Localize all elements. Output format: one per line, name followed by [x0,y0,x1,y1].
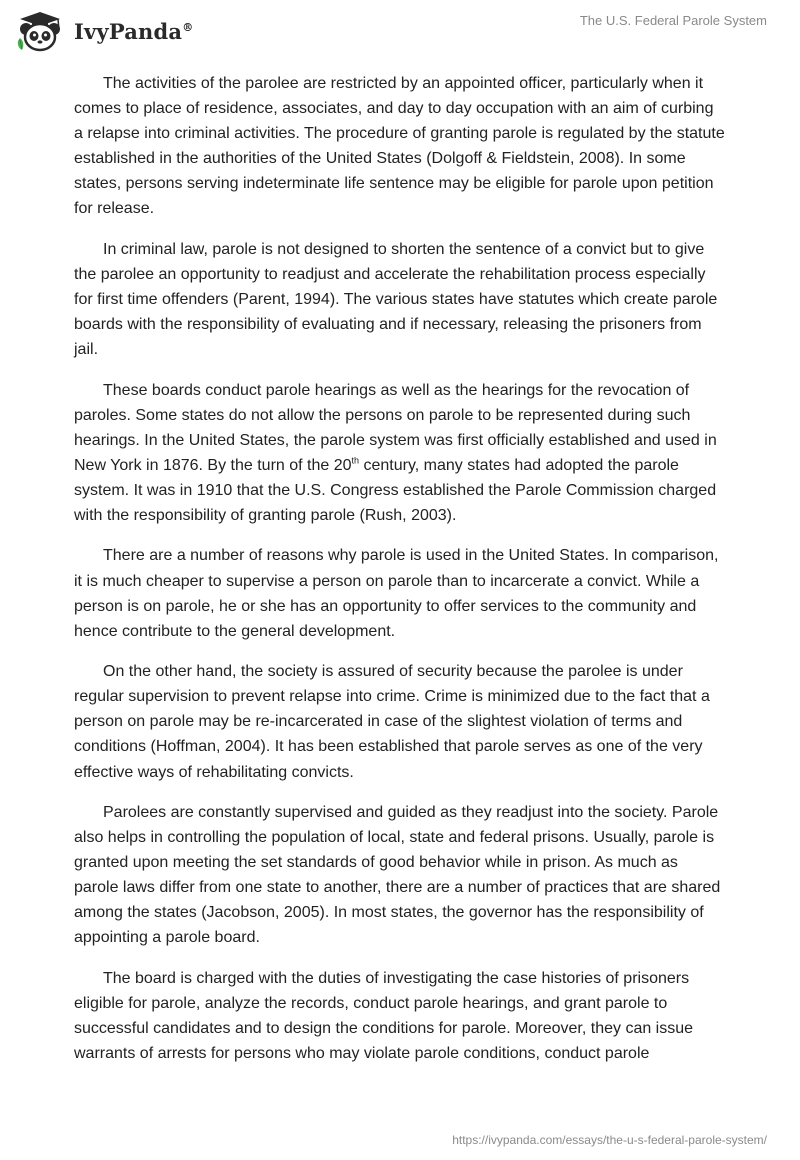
paragraph-3 [74,378,726,529]
page-header [0,0,800,70]
ivypanda-logo[interactable] [14,10,193,52]
paragraph-6: Parolees are constantly supervised and guided as they readjust into the society. Parole also helps in controlling the population of local, state and federal prisons. Usually, parole is granted upon meeting the set standards of good behavior while in prison. As much as parole laws differ from one state to another, there are a number of practices that are shared among the states (Jacobson, 2005). In most states, the governor has the responsibility of appointing a parole board. [74,803,721,947]
paragraph-3-text-after: century, many states had adopted the parole system. It was in 1910 that the U.S. Congress established the Parole Commission charged with the responsibility of granting parole (Rush, 2003). [74,456,717,525]
essay-body [74,71,726,1081]
panda-graduate-logo-icon [14,10,66,52]
brand-name [74,19,193,44]
document-title: The U.S. Federal Parole System [579,13,767,28]
paragraph-3-text-before: These boards conduct parole hearings as well as the hearings for the revocation of paroles. Some states do not allow the persons on parole to be represented during such hearings. In the United States, the parole system was first officially established and used in New York in 1876. By the turn of the 20 [74,381,717,474]
paragraph-1: The activities of the parolee are restricted by an appointed officer, particularly when it comes to place of residence, associates, and day to day occupation with an aim of curbing a relapse into criminal activities. The procedure of granting parole is regulated by the statute established in the authorities of the United States (Dolgoff & Fieldstein, 2008). In some states, persons serving indeterminate life sentence may be eligible for parole upon petition for release. [74,75,725,218]
paragraph-5: On the other hand, the society is assured of security because the parolee is under regular supervision to prevent relapse into crime. Crime is minimized due to the fact that a person on parole may be re-incarcerated in case of the slightest violation of terms and conditions (Hoffman, 2004). It has been established that parole serves as one of the very effective ways of rehabilitating convicts. [74,663,710,781]
paragraph-2: In criminal law, parole is not designed to shorten the sentence of a convict but to give the parolee an opportunity to readjust and accelerate the rehabilitation process especially for first time offenders (Parent, 1994). The various states have statutes which create parole boards with the responsibility of evaluating and if necessary, releasing the prisoners from jail. [74,240,718,359]
ordinal-superscript: th [351,455,360,466]
paragraph-4: There are a number of reasons why parole is used in the United States. In comparison, it is much cheaper to supervise a person on parole than to incarcerate a convict. While a person is on parole, he or she has an opportunity to offer services to the community and hence contribute to the general development. [74,547,719,640]
registered-mark: ® [182,20,194,34]
brand-text: IvyPanda [74,18,183,44]
paragraph-7: The board is charged with the duties of investigating the case histories of prisoners eligible for parole, analyze the records, conduct parole hearings, and grant parole to successful candidates and to design the conditions for parole. Moreover, they can issue warrants of arrests for persons who may violate parole conditions, conduct parole [74,969,694,1063]
source-url-link[interactable]: https://ivypanda.com/essays/the-u-s-federal-parole-system/ [452,1133,767,1147]
